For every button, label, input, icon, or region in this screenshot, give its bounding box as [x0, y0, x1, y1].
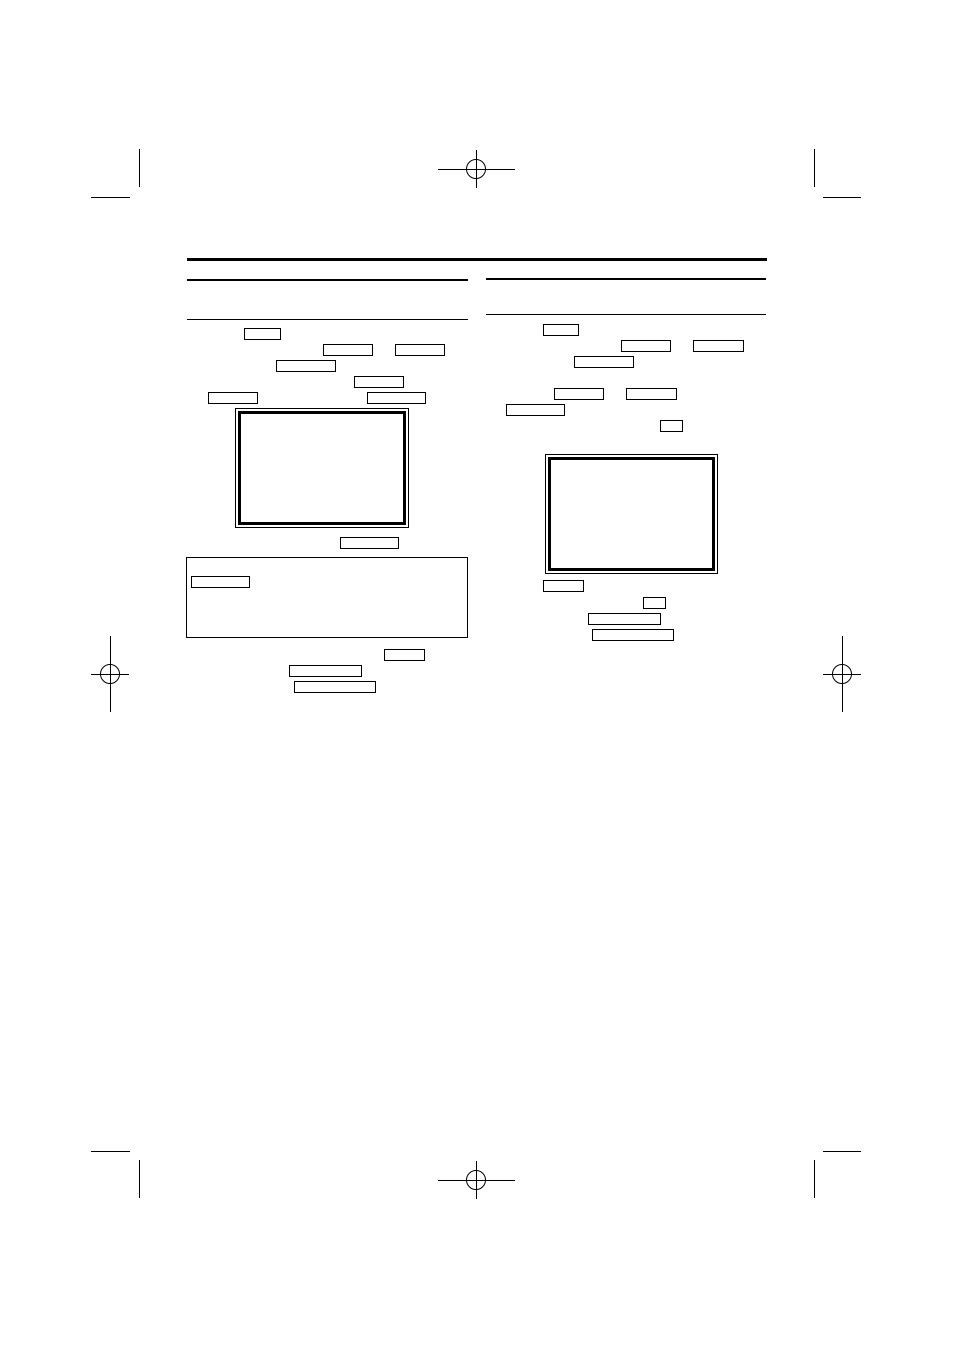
button-key — [554, 388, 604, 400]
button-key — [588, 613, 661, 625]
button-key — [621, 340, 671, 352]
button-key — [574, 356, 634, 368]
button-key — [506, 404, 565, 416]
button-key — [592, 629, 674, 641]
button-key — [340, 537, 399, 549]
button-key — [208, 392, 258, 404]
button-key — [384, 649, 425, 661]
button-key — [244, 328, 281, 340]
crop-mark — [814, 1160, 815, 1198]
button-key — [191, 576, 250, 588]
button-key — [693, 340, 744, 352]
crop-mark — [823, 1151, 861, 1152]
section-rule-bottom — [486, 314, 766, 315]
crop-mark — [91, 1151, 130, 1152]
button-key — [660, 420, 683, 432]
crop-mark — [814, 149, 815, 187]
section-rule-top — [486, 278, 766, 280]
button-key — [643, 597, 666, 609]
button-key — [294, 681, 376, 693]
note-box — [186, 557, 468, 638]
crop-mark — [139, 149, 140, 187]
button-key — [323, 344, 373, 356]
tv-screen-illustration — [545, 454, 718, 574]
header-rule — [187, 258, 767, 261]
crop-mark — [823, 197, 861, 198]
button-key — [276, 360, 336, 372]
section-rule-bottom — [187, 319, 468, 320]
button-key — [626, 388, 677, 400]
button-key — [289, 665, 362, 677]
button-key — [543, 324, 579, 336]
button-key — [354, 376, 404, 388]
crop-mark — [91, 197, 130, 198]
crop-mark — [139, 1160, 140, 1198]
tv-screen-illustration — [235, 408, 409, 528]
button-key — [395, 344, 445, 356]
button-key — [367, 392, 426, 404]
button-key — [543, 580, 584, 592]
section-rule-top — [187, 279, 468, 281]
